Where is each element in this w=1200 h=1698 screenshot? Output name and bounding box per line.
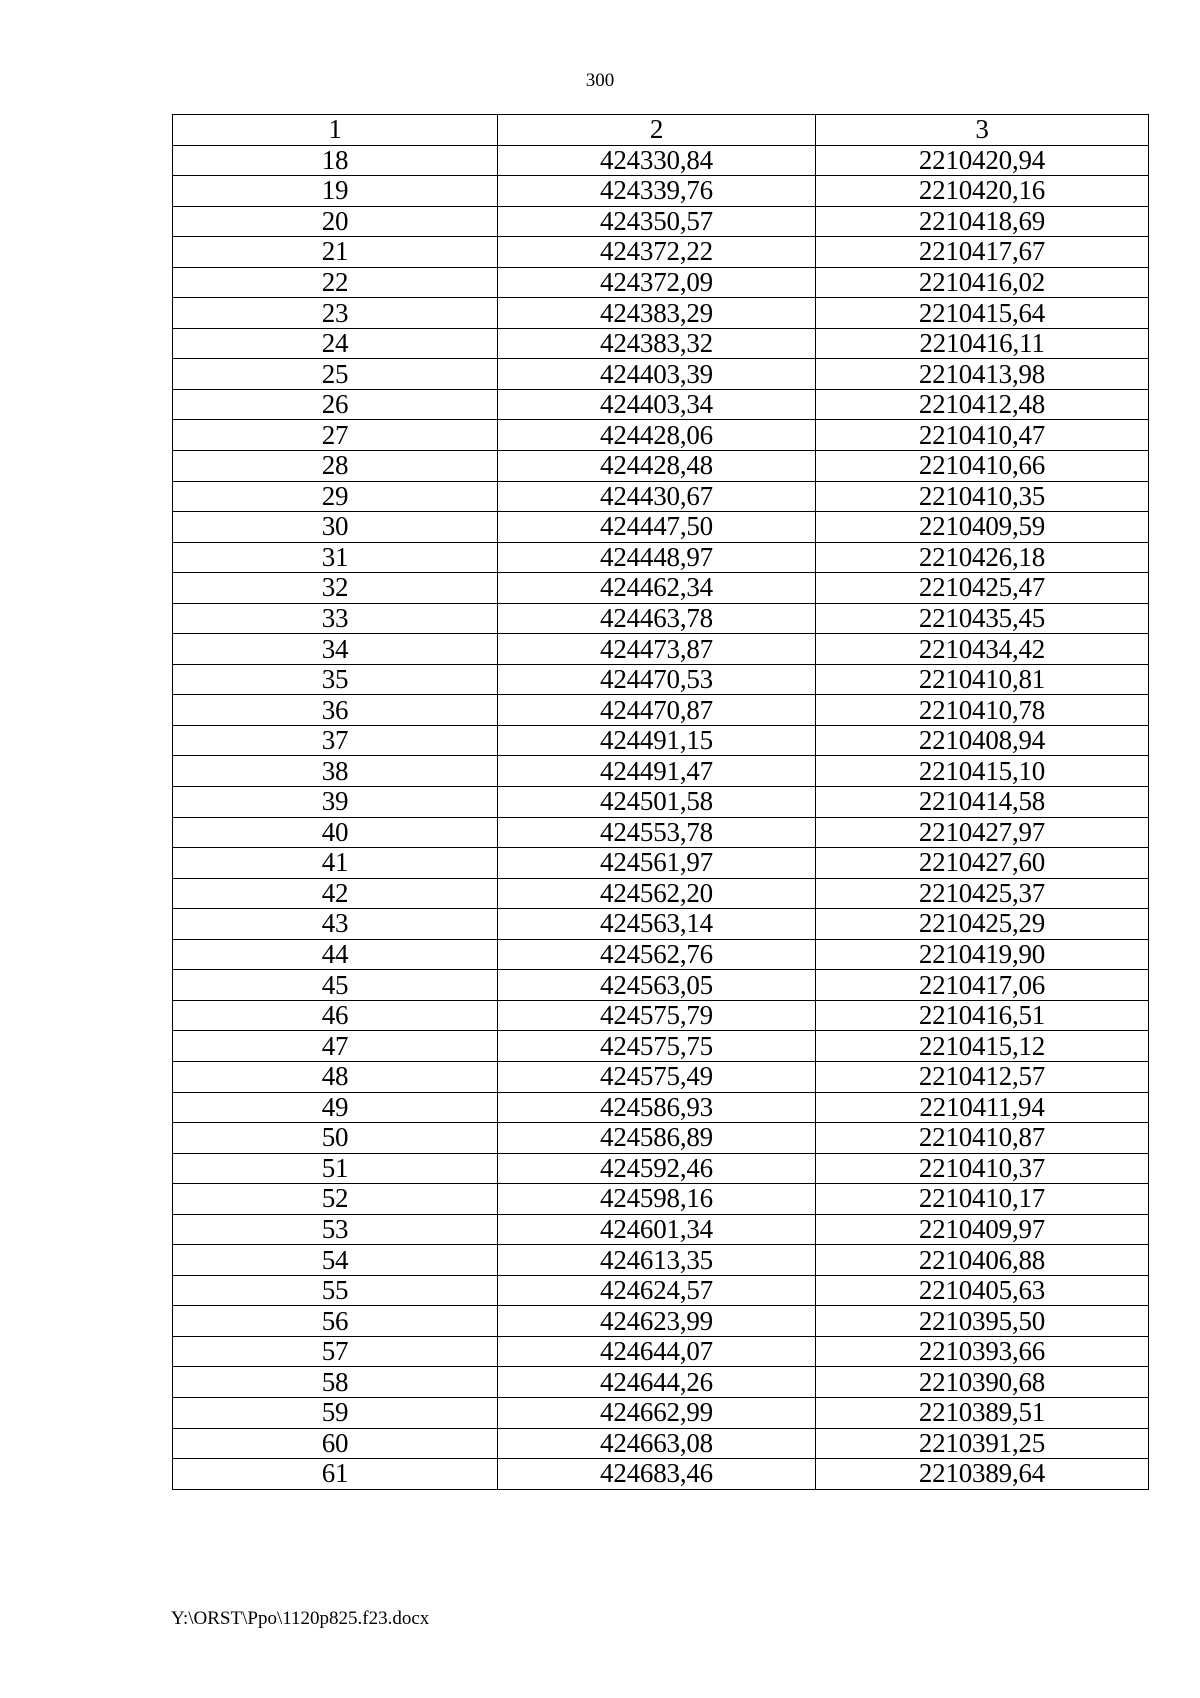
point-number-cell: 51 [173, 1153, 498, 1184]
table-row [173, 359, 1149, 390]
table-row [173, 1123, 1149, 1154]
x-coordinate-cell: 424563,14 [498, 909, 816, 940]
point-number-cell: 37 [173, 725, 498, 756]
table-row [173, 1184, 1149, 1215]
table-row [173, 451, 1149, 482]
x-coordinate-cell: 424339,76 [498, 176, 816, 207]
table-row [173, 512, 1149, 543]
point-number-cell: 53 [173, 1214, 498, 1245]
y-coordinate-cell: 2210420,16 [816, 176, 1149, 207]
y-coordinate-cell: 2210416,11 [816, 328, 1149, 359]
y-coordinate-cell: 2210412,57 [816, 1061, 1149, 1092]
point-number-cell: 36 [173, 695, 498, 726]
table-row [173, 848, 1149, 879]
point-number-cell: 28 [173, 451, 498, 482]
y-coordinate-cell: 2210410,78 [816, 695, 1149, 726]
point-number-cell: 61 [173, 1459, 498, 1490]
point-number-cell: 39 [173, 787, 498, 818]
coordinates-table [172, 114, 1149, 1490]
table-row [173, 267, 1149, 298]
point-number-cell: 44 [173, 939, 498, 970]
y-coordinate-cell: 2210416,51 [816, 1000, 1149, 1031]
table-row [173, 176, 1149, 207]
x-coordinate-cell: 424350,57 [498, 206, 816, 237]
y-coordinate-cell: 2210410,37 [816, 1153, 1149, 1184]
table-row [173, 542, 1149, 573]
point-number-cell: 29 [173, 481, 498, 512]
y-coordinate-cell: 2210390,68 [816, 1367, 1149, 1398]
x-coordinate-cell: 424428,06 [498, 420, 816, 451]
y-coordinate-cell: 2210389,64 [816, 1459, 1149, 1490]
point-number-cell: 25 [173, 359, 498, 390]
table-row [173, 817, 1149, 848]
y-coordinate-cell: 2210425,37 [816, 878, 1149, 909]
y-coordinate-cell: 2210412,48 [816, 389, 1149, 420]
x-coordinate-cell: 424383,29 [498, 298, 816, 329]
x-coordinate-cell: 424575,79 [498, 1000, 816, 1031]
y-coordinate-cell: 2210406,88 [816, 1245, 1149, 1276]
x-coordinate-cell: 424463,78 [498, 603, 816, 634]
table-row [173, 389, 1149, 420]
table-row [173, 725, 1149, 756]
y-coordinate-cell: 2210416,02 [816, 267, 1149, 298]
point-number-cell: 52 [173, 1184, 498, 1215]
x-coordinate-cell: 424470,53 [498, 664, 816, 695]
table-row [173, 1459, 1149, 1490]
point-number-cell: 34 [173, 634, 498, 665]
x-coordinate-cell: 424662,99 [498, 1397, 816, 1428]
table-row [173, 1275, 1149, 1306]
x-coordinate-cell: 424491,47 [498, 756, 816, 787]
point-number-cell: 42 [173, 878, 498, 909]
point-number-cell: 24 [173, 328, 498, 359]
point-number-cell: 59 [173, 1397, 498, 1428]
y-coordinate-cell: 2210393,66 [816, 1336, 1149, 1367]
y-coordinate-cell: 2210410,47 [816, 420, 1149, 451]
point-number-cell: 18 [173, 145, 498, 176]
y-coordinate-cell: 2210410,35 [816, 481, 1149, 512]
point-number-cell: 21 [173, 237, 498, 268]
x-coordinate-cell: 424575,49 [498, 1061, 816, 1092]
point-number-cell: 46 [173, 1000, 498, 1031]
point-number-cell: 33 [173, 603, 498, 634]
point-number-cell: 43 [173, 909, 498, 940]
y-coordinate-cell: 2210427,60 [816, 848, 1149, 879]
point-number-cell: 35 [173, 664, 498, 695]
table-row [173, 206, 1149, 237]
table-row [173, 1306, 1149, 1337]
y-coordinate-cell: 2210413,98 [816, 359, 1149, 390]
x-coordinate-cell: 424562,20 [498, 878, 816, 909]
table-row [173, 1031, 1149, 1062]
table-row [173, 970, 1149, 1001]
y-coordinate-cell: 2210435,45 [816, 603, 1149, 634]
point-number-cell: 41 [173, 848, 498, 879]
table-row [173, 1000, 1149, 1031]
x-coordinate-cell: 424644,26 [498, 1367, 816, 1398]
y-coordinate-cell: 2210411,94 [816, 1092, 1149, 1123]
y-coordinate-cell: 2210419,90 [816, 939, 1149, 970]
point-number-cell: 48 [173, 1061, 498, 1092]
point-number-cell: 45 [173, 970, 498, 1001]
x-coordinate-cell: 424586,93 [498, 1092, 816, 1123]
point-number-cell: 56 [173, 1306, 498, 1337]
y-coordinate-cell: 2210409,59 [816, 512, 1149, 543]
table-row [173, 634, 1149, 665]
point-number-cell: 22 [173, 267, 498, 298]
y-coordinate-cell: 2210434,42 [816, 634, 1149, 665]
y-coordinate-cell: 2210410,17 [816, 1184, 1149, 1215]
x-coordinate-cell: 424613,35 [498, 1245, 816, 1276]
table-row [173, 1428, 1149, 1459]
y-coordinate-cell: 2210410,87 [816, 1123, 1149, 1154]
y-coordinate-cell: 2210391,25 [816, 1428, 1149, 1459]
table-row [173, 1214, 1149, 1245]
point-number-cell: 20 [173, 206, 498, 237]
table-row [173, 237, 1149, 268]
x-coordinate-cell: 424623,99 [498, 1306, 816, 1337]
point-number-cell: 57 [173, 1336, 498, 1367]
table-row [173, 1245, 1149, 1276]
y-coordinate-cell: 2210410,66 [816, 451, 1149, 482]
point-number-cell: 31 [173, 542, 498, 573]
table-row [173, 1336, 1149, 1367]
point-number-cell: 55 [173, 1275, 498, 1306]
x-coordinate-cell: 424561,97 [498, 848, 816, 879]
point-number-cell: 47 [173, 1031, 498, 1062]
x-coordinate-cell: 424553,78 [498, 817, 816, 848]
x-coordinate-cell: 424372,09 [498, 267, 816, 298]
point-number-cell: 32 [173, 573, 498, 604]
x-coordinate-cell: 424372,22 [498, 237, 816, 268]
x-coordinate-cell: 424683,46 [498, 1459, 816, 1490]
table-row [173, 1092, 1149, 1123]
table-row [173, 1397, 1149, 1428]
y-coordinate-cell: 2210389,51 [816, 1397, 1149, 1428]
column-header: 2 [498, 115, 816, 146]
y-coordinate-cell: 2210420,94 [816, 145, 1149, 176]
point-number-cell: 30 [173, 512, 498, 543]
table-row [173, 878, 1149, 909]
y-coordinate-cell: 2210410,81 [816, 664, 1149, 695]
y-coordinate-cell: 2210415,10 [816, 756, 1149, 787]
x-coordinate-cell: 424663,08 [498, 1428, 816, 1459]
y-coordinate-cell: 2210417,06 [816, 970, 1149, 1001]
y-coordinate-cell: 2210418,69 [816, 206, 1149, 237]
table-row [173, 909, 1149, 940]
y-coordinate-cell: 2210415,64 [816, 298, 1149, 329]
x-coordinate-cell: 424462,34 [498, 573, 816, 604]
table-row [173, 939, 1149, 970]
table-row [173, 1061, 1149, 1092]
footer-file-path: Y:\ORST\Ppo\1120p825.f23.docx [171, 1608, 430, 1629]
x-coordinate-cell: 424575,75 [498, 1031, 816, 1062]
y-coordinate-cell: 2210425,47 [816, 573, 1149, 604]
x-coordinate-cell: 424491,15 [498, 725, 816, 756]
table-row [173, 664, 1149, 695]
point-number-cell: 38 [173, 756, 498, 787]
x-coordinate-cell: 424403,39 [498, 359, 816, 390]
table-body [173, 145, 1149, 1489]
x-coordinate-cell: 424624,57 [498, 1275, 816, 1306]
table-row [173, 420, 1149, 451]
y-coordinate-cell: 2210427,97 [816, 817, 1149, 848]
table-row [173, 756, 1149, 787]
x-coordinate-cell: 424447,50 [498, 512, 816, 543]
x-coordinate-cell: 424430,67 [498, 481, 816, 512]
table-row [173, 145, 1149, 176]
table-row [173, 787, 1149, 818]
point-number-cell: 19 [173, 176, 498, 207]
x-coordinate-cell: 424592,46 [498, 1153, 816, 1184]
x-coordinate-cell: 424403,34 [498, 389, 816, 420]
y-coordinate-cell: 2210415,12 [816, 1031, 1149, 1062]
y-coordinate-cell: 2210408,94 [816, 725, 1149, 756]
point-number-cell: 40 [173, 817, 498, 848]
table-row [173, 1153, 1149, 1184]
table-row [173, 1367, 1149, 1398]
y-coordinate-cell: 2210405,63 [816, 1275, 1149, 1306]
x-coordinate-cell: 424330,84 [498, 145, 816, 176]
x-coordinate-cell: 424562,76 [498, 939, 816, 970]
table-header-row [173, 115, 1149, 146]
x-coordinate-cell: 424473,87 [498, 634, 816, 665]
y-coordinate-cell: 2210417,67 [816, 237, 1149, 268]
y-coordinate-cell: 2210395,50 [816, 1306, 1149, 1337]
y-coordinate-cell: 2210414,58 [816, 787, 1149, 818]
point-number-cell: 60 [173, 1428, 498, 1459]
table-row [173, 298, 1149, 329]
x-coordinate-cell: 424448,97 [498, 542, 816, 573]
table-row [173, 695, 1149, 726]
point-number-cell: 23 [173, 298, 498, 329]
y-coordinate-cell: 2210425,29 [816, 909, 1149, 940]
column-header: 1 [173, 115, 498, 146]
table-row [173, 481, 1149, 512]
x-coordinate-cell: 424601,34 [498, 1214, 816, 1245]
point-number-cell: 49 [173, 1092, 498, 1123]
page-number: 300 [585, 70, 615, 91]
point-number-cell: 58 [173, 1367, 498, 1398]
column-header: 3 [816, 115, 1149, 146]
point-number-cell: 54 [173, 1245, 498, 1276]
x-coordinate-cell: 424383,32 [498, 328, 816, 359]
x-coordinate-cell: 424644,07 [498, 1336, 816, 1367]
point-number-cell: 27 [173, 420, 498, 451]
point-number-cell: 50 [173, 1123, 498, 1154]
y-coordinate-cell: 2210426,18 [816, 542, 1149, 573]
x-coordinate-cell: 424598,16 [498, 1184, 816, 1215]
table-row [173, 603, 1149, 634]
x-coordinate-cell: 424501,58 [498, 787, 816, 818]
table-row [173, 573, 1149, 604]
x-coordinate-cell: 424586,89 [498, 1123, 816, 1154]
y-coordinate-cell: 2210409,97 [816, 1214, 1149, 1245]
x-coordinate-cell: 424563,05 [498, 970, 816, 1001]
point-number-cell: 26 [173, 389, 498, 420]
x-coordinate-cell: 424470,87 [498, 695, 816, 726]
table-row [173, 328, 1149, 359]
x-coordinate-cell: 424428,48 [498, 451, 816, 482]
